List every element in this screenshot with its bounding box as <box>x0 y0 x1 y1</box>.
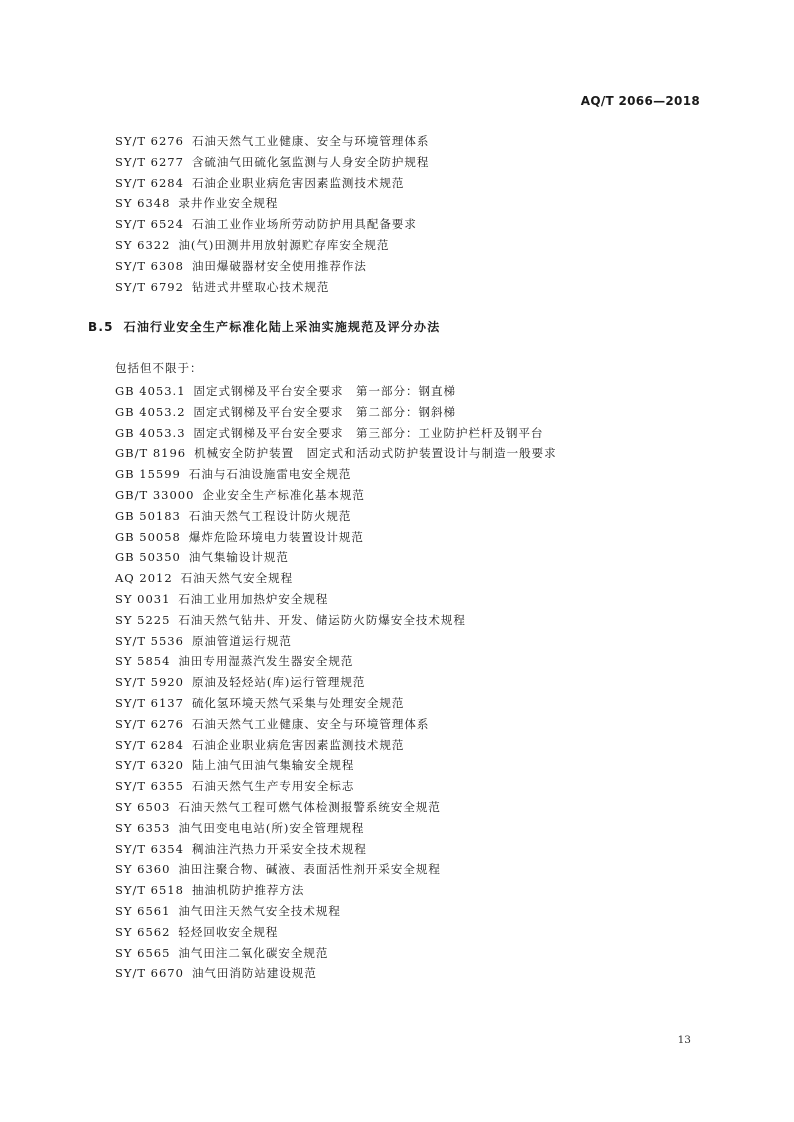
page-number: 13 <box>677 1034 691 1046</box>
standard-title: 原油及轻烃站(库)运行管理规范 <box>191 675 366 690</box>
standard-number: GB 50183 <box>115 508 181 523</box>
standard-number: SY/T 5536 <box>115 633 184 648</box>
standard-number: SY/T 6276 <box>115 134 184 148</box>
standard-title: 油田爆破器材安全使用推荐作法 <box>191 258 367 273</box>
standard-number: SY/T 6308 <box>115 258 184 273</box>
standard-title: 石油工业作业场所劳动防护用具配备要求 <box>191 217 417 232</box>
standard-title: 陆上油气田油气集输安全规程 <box>191 758 355 773</box>
list-item <box>115 651 557 672</box>
standard-number: SY 6503 <box>115 799 171 814</box>
standard-title: 硫化氢环境天然气采集与处理安全规范 <box>191 695 405 710</box>
standard-title: 石油企业职业病危害因素监测技术规范 <box>191 737 405 752</box>
list-item <box>115 527 557 548</box>
standard-title: 油气田变电电站(所)安全管理规程 <box>178 820 365 835</box>
list-item <box>115 547 557 568</box>
list-item <box>115 672 557 693</box>
standard-number: SY 5854 <box>115 654 171 669</box>
standard-title: 固定式钢梯及平台安全要求 第一部分：钢直梯 <box>193 384 457 398</box>
standard-title: 石油天然气工业健康、安全与环境管理体系 <box>191 716 430 731</box>
list-item <box>115 589 557 610</box>
standard-number: SY 5225 <box>115 612 171 627</box>
standard-number: SY/T 5920 <box>115 675 184 690</box>
list-item <box>115 880 557 901</box>
standard-number: GB 4053.1 <box>115 384 186 398</box>
list-item <box>115 443 557 464</box>
standard-number: SY/T 6320 <box>115 758 184 773</box>
standard-title: 油田注聚合物、碱液、表面活性剂开采安全规程 <box>178 862 441 877</box>
list-item <box>115 423 557 444</box>
list-item <box>115 568 557 589</box>
standard-number: GB/T 8196 <box>115 446 187 461</box>
list-item <box>115 818 557 839</box>
standard-number: GB/T 33000 <box>115 487 195 502</box>
list-item <box>115 464 557 485</box>
standard-number: SY/T 6792 <box>115 279 184 294</box>
section-title: 石油行业安全生产标准化陆上采油实施规范及评分办法 <box>123 320 441 334</box>
section-heading-b5 <box>88 318 440 335</box>
reference-list-b5 <box>115 381 557 984</box>
reference-list-top <box>115 131 429 297</box>
standard-number: SY/T 6284 <box>115 175 184 190</box>
standard-title: 企业安全生产标准化基本规范 <box>202 487 365 502</box>
list-item <box>115 922 557 943</box>
list-item <box>115 381 557 402</box>
standard-title: 油气集输设计规范 <box>188 550 289 565</box>
section-intro: 包括但不限于： <box>115 361 203 375</box>
standard-number: SY/T 6277 <box>115 154 184 169</box>
standard-number: GB 15599 <box>115 467 181 482</box>
standard-number: SY 0031 <box>115 591 171 606</box>
list-item <box>115 714 557 735</box>
standard-title: 油(气)田测井用放射源贮存库安全规范 <box>178 237 390 252</box>
standard-number: GB 50350 <box>115 550 181 565</box>
standard-title: 原油管道运行规范 <box>191 633 292 648</box>
list-item <box>115 755 557 776</box>
list-item <box>115 631 557 652</box>
standard-number: SY 6360 <box>115 862 171 877</box>
standard-title: 爆炸危险环境电力装置设计规范 <box>188 529 364 544</box>
list-item <box>115 152 429 173</box>
standard-title: 轻烃回收安全规程 <box>178 924 279 939</box>
standard-title: 机械安全防护装置 固定式和活动式防护装置设计与制造一般要求 <box>194 446 557 461</box>
standard-number: SY/T 6354 <box>115 841 184 856</box>
standard-number: SY/T 6137 <box>115 695 184 710</box>
section-number: B.5 <box>88 320 114 334</box>
list-item <box>115 131 429 152</box>
standard-title: 钻进式井壁取心技术规范 <box>191 279 330 294</box>
list-item <box>115 256 429 277</box>
list-item <box>115 277 429 298</box>
list-item <box>115 610 557 631</box>
list-item <box>115 506 557 527</box>
standard-code: AQ/T 2066—2018 <box>580 94 700 108</box>
list-item <box>115 173 429 194</box>
standard-number: SY/T 6518 <box>115 883 184 898</box>
standard-title: 录井作业安全规程 <box>178 196 279 211</box>
list-item <box>115 776 557 797</box>
standard-number: SY 6565 <box>115 945 171 960</box>
standard-number: GB 4053.2 <box>115 404 186 419</box>
standard-number: SY 6322 <box>115 237 171 252</box>
standard-title: 油气田注二氧化碳安全规范 <box>178 945 329 960</box>
list-item <box>115 693 557 714</box>
standard-number: SY/T 6276 <box>115 716 184 731</box>
list-item <box>115 193 429 214</box>
standard-number: AQ 2012 <box>115 571 173 586</box>
standard-title: 石油企业职业病危害因素监测技术规范 <box>191 175 405 190</box>
standard-number: SY 6562 <box>115 924 171 939</box>
standard-title: 抽油机防护推荐方法 <box>191 883 305 898</box>
list-item <box>115 402 557 423</box>
list-item <box>115 859 557 880</box>
standard-title: 石油天然气工业健康、安全与环境管理体系 <box>191 134 430 148</box>
standard-number: SY/T 6670 <box>115 966 184 981</box>
standard-number: GB 50058 <box>115 529 181 544</box>
standard-title: 含硫油气田硫化氢监测与人身安全防护规程 <box>191 154 430 169</box>
standard-title: 石油天然气工程设计防火规范 <box>188 508 352 523</box>
standard-number: SY 6348 <box>115 196 171 211</box>
list-item <box>115 735 557 756</box>
standard-title: 固定式钢梯及平台安全要求 第二部分：钢斜梯 <box>193 404 457 419</box>
standard-number: GB 4053.3 <box>115 425 186 440</box>
list-item <box>115 214 429 235</box>
list-item <box>115 963 557 984</box>
standard-title: 固定式钢梯及平台安全要求 第三部分：工业防护栏杆及钢平台 <box>193 425 544 440</box>
list-item <box>115 797 557 818</box>
standard-title: 油气田消防站建设规范 <box>191 966 317 981</box>
list-item <box>115 943 557 964</box>
standard-title: 油气田注天然气安全技术规程 <box>178 903 341 918</box>
standard-number: SY/T 6284 <box>115 737 184 752</box>
list-item <box>115 235 429 256</box>
list-item <box>115 901 557 922</box>
standard-number: SY 6561 <box>115 903 171 918</box>
list-item <box>115 485 557 506</box>
standard-number: SY/T 6524 <box>115 217 184 232</box>
standard-number: SY/T 6355 <box>115 779 184 794</box>
standard-title: 石油工业用加热炉安全规程 <box>178 591 329 606</box>
standard-title: 石油天然气工程可燃气体检测报警系统安全规范 <box>178 799 441 814</box>
list-item <box>115 839 557 860</box>
standard-title: 石油天然气安全规程 <box>180 571 294 586</box>
standard-title: 油田专用湿蒸汽发生器安全规范 <box>178 654 354 669</box>
standard-title: 石油与石油设施雷电安全规范 <box>188 467 352 482</box>
standard-title: 石油天然气生产专用安全标志 <box>191 779 355 794</box>
standard-title: 石油天然气钻井、开发、储运防火防爆安全技术规程 <box>178 612 466 627</box>
standard-number: SY 6353 <box>115 820 171 835</box>
standard-title: 稠油注汽热力开采安全技术规程 <box>191 841 367 856</box>
